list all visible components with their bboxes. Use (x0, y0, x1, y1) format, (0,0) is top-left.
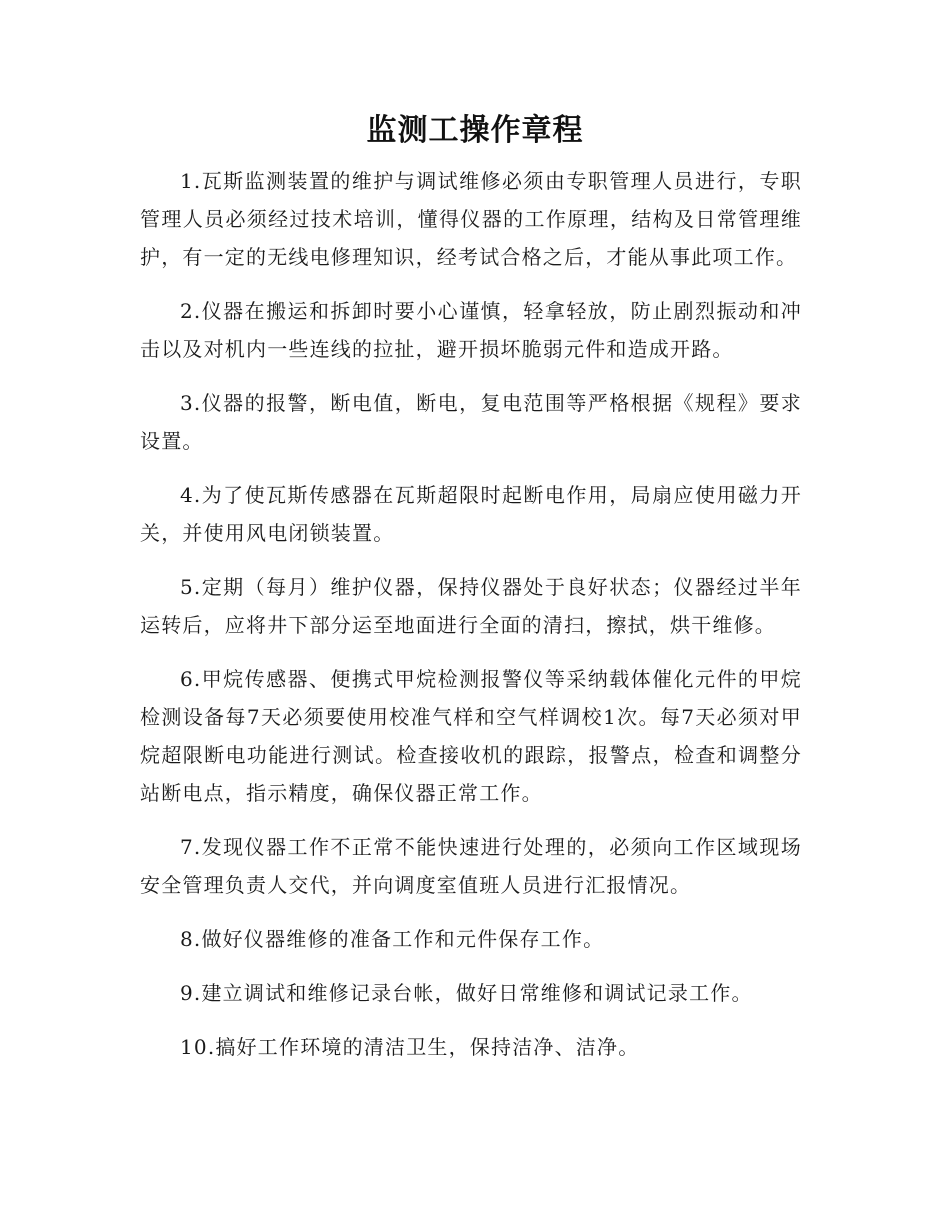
paragraph-5: 5.定期（每月）维护仪器，保持仪器处于良好状态；仪器经过半年运转后，应将井下部分运至地面进行全面的清扫，擦拭，烘干维修。 (140, 575, 802, 637)
paragraph-9: 9.建立调试和维修记录台帐，做好日常维修和调试记录工作。 (180, 981, 753, 1005)
paragraph-7: 7.发现仪器工作不正常不能快速进行处理的，必须向工作区域现场安全管理负责人交代，并向调度室值班人员进行汇报情况。 (140, 835, 802, 897)
paragraph-10: 10.搞好工作环境的清洁卫生，保持洁净、洁净。 (180, 1035, 640, 1059)
paragraph-2: 2.仪器在搬运和拆卸时要小心谨慎，轻拿轻放，防止剧烈振动和冲击以及对机内一些连线的拉扯，避开损坏脆弱元件和造成开路。 (140, 299, 802, 361)
paragraph-4: 4.为了使瓦斯传感器在瓦斯超限时起断电作用，局扇应使用磁力开关，并使用风电闭锁装置。 (140, 483, 802, 545)
paragraph-3: 3.仪器的报警，断电值，断电，复电范围等严格根据《规程》要求设置。 (140, 391, 802, 453)
document-title: 监测工操作章程 (366, 113, 584, 148)
document-body (140, 162, 802, 1082)
paragraph-8: 8.做好仪器维修的准备工作和元件保存工作。 (180, 927, 605, 951)
paragraph-1: 1.瓦斯监测装置的维护与调试维修必须由专职管理人员进行，专职管理人员必须经过技术培训，懂得仪器的工作原理，结构及日常管理维护，有一定的无线电修理知识，经考试合格之后，才能从事此项工作。 (140, 169, 802, 269)
paragraph-6: 6.甲烷传感器、便携式甲烷检测报警仪等采纳载体催化元件的甲烷检测设备每7天必须要使用校准气样和空气样调校1次。每7天必须对甲烷超限断电功能进行测试。检查接收机的跟踪，报警点，检查和调整分站断电点，指示精度，确保仪器正常工作。 (140, 667, 802, 805)
